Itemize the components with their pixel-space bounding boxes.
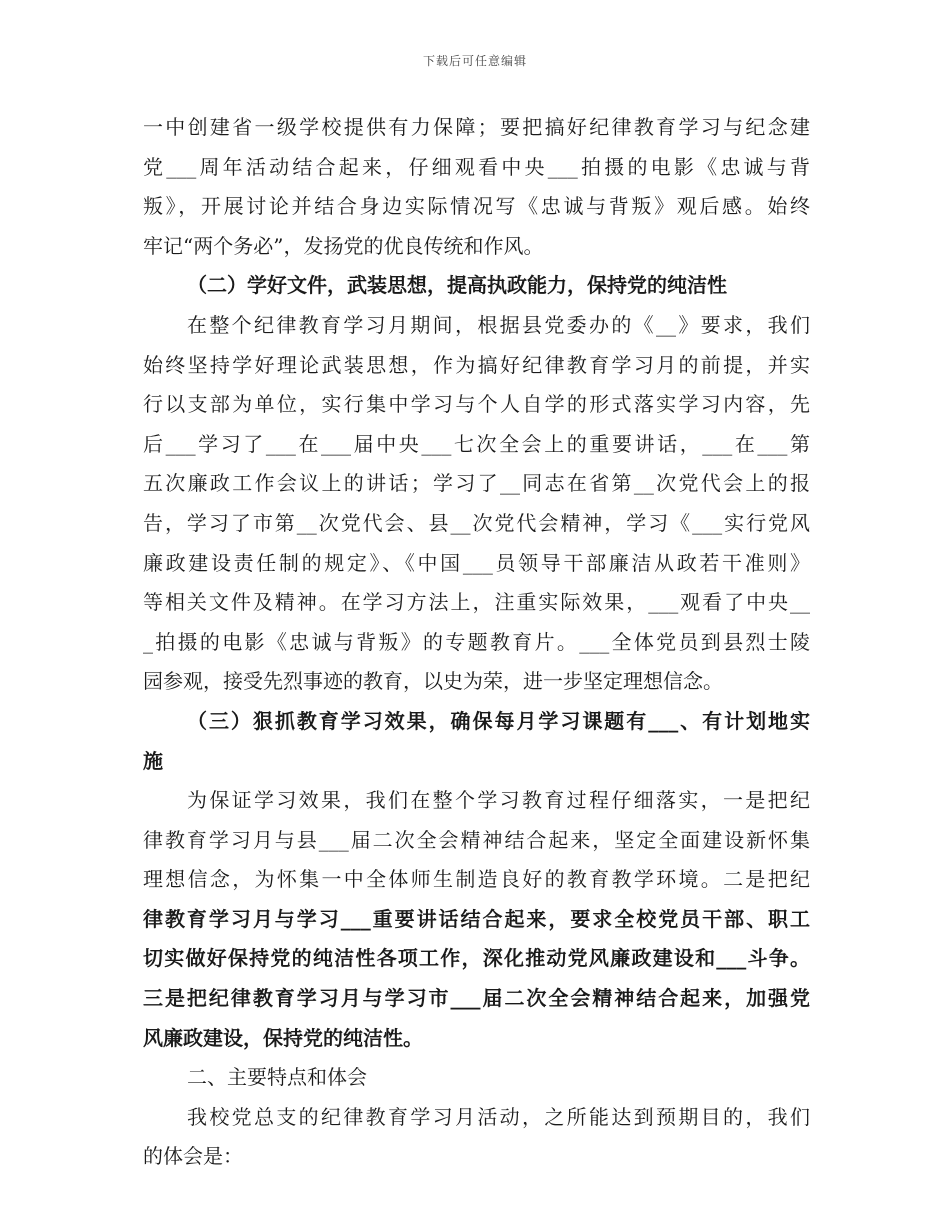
body-line-bold: 三是把纪律教育学习月与学习市___届二次全会精神结合起来，加强党 xyxy=(143,986,810,1011)
body-line: 一中创建省一级学校提供有力保障；要把搞好纪律教育学习与纪念建 xyxy=(143,115,810,139)
body-line: 牢记“两个务必”，发扬党的优良传统和作风。 xyxy=(143,233,544,258)
section-heading: （三）狠抓教育学习效果，确保每月学习课题有___、有计划地实 xyxy=(187,708,810,733)
body-line-bold: 律教育学习月与学习___重要讲话结合起来，要求全校党员干部、职工 xyxy=(143,906,810,931)
body-line: 等相关文件及精神。在学习方法上，注重实际效果，___观看了中央__ xyxy=(143,590,810,615)
body-line: 后___学习了___在___届中央___七次全会上的重要讲话，___在___第 xyxy=(143,431,810,456)
body-line: 党___周年活动结合起来，仔细观看中央___拍摄的电影《忠诚与背 xyxy=(143,154,810,179)
body-line: 的体会是： xyxy=(143,1144,243,1169)
body-line: 在整个纪律教育学习月期间，根据县党委办的《__》要求，我们 xyxy=(187,312,810,337)
document-body xyxy=(143,108,810,1177)
section-heading-continued: 施 xyxy=(143,748,163,773)
body-line: _拍摄的电影《忠诚与背叛》的专题教育片。___全体党员到县烈士陵 xyxy=(143,629,810,654)
section-heading: （二）学好文件，武装思想，提高执政能力，保持党的纯洁性 xyxy=(187,273,727,298)
section-heading: 二、主要特点和体会 xyxy=(187,1065,367,1090)
body-line-bold: 切实做好保持党的纯洁性各项工作，深化推动党风廉政建设和___斗争。 xyxy=(143,946,810,971)
body-line: 告，学习了市第__次党代会、县__次党代会精神，学习《___实行党风 xyxy=(143,510,810,535)
body-line: 我校党总支的纪律教育学习月活动，之所能达到预期目的，我们 xyxy=(187,1104,810,1129)
page-header: 下载后可任意编辑 xyxy=(422,54,527,68)
body-line: 园参观，接受先烈事迹的教育，以史为荣，进一步坚定理想信念。 xyxy=(143,669,723,694)
body-line: 行以支部为单位，实行集中学习与个人自学的形式落实学习内容，先 xyxy=(143,392,810,417)
body-line: 叛》，开展讨论并结合身边实际情况写《忠诚与背叛》观后感。始终 xyxy=(143,194,810,219)
body-line-bold: 风廉政建设，保持党的纯洁性。 xyxy=(143,1025,423,1050)
body-line: 五次廉政工作会议上的讲话；学习了__同志在省第__次党代会上的报 xyxy=(143,471,810,496)
body-line: 律教育学习月与县___届二次全会精神结合起来，坚定全面建设新怀集 xyxy=(143,827,810,852)
body-line: 理想信念，为怀集一中全体师生制造良好的教育教学环境。二是把纪 xyxy=(143,867,810,892)
body-line: 廉政建设责任制的规定》、《中国___员领导干部廉洁从政若干准则》 xyxy=(143,550,810,575)
body-line: 始终坚持学好理论武装思想，作为搞好纪律教育学习月的前提，并实 xyxy=(143,352,810,377)
body-line: 为保证学习效果，我们在整个学习教育过程仔细落实，一是把纪 xyxy=(187,788,810,813)
